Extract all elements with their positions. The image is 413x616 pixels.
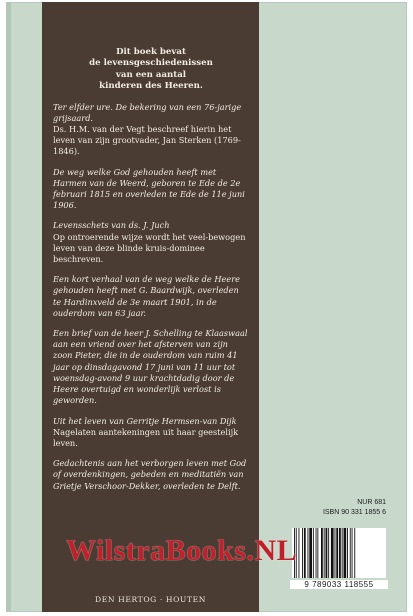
entry-title: De weg welke God gehouden heeft met Harmen van de Weerd, geboren te Ede de 2e februari 1815 en overleden te Ede de 11e juni 1906. [53, 166, 245, 211]
panel-heading: Dit boek bevat de levensgeschiedenissen van een aantal kinderen des Heeren. [89, 47, 213, 92]
entry-6 [53, 416, 249, 450]
entry-2 [53, 167, 249, 212]
entry-7 [53, 458, 249, 492]
isbn-number: ISBN 90 331 1855 6 [322, 509, 386, 516]
entry-title: Uit het leven van Gerritje Hermsen-van Dijk [53, 415, 237, 426]
entry-3 [53, 220, 249, 265]
entry-text: Ds. H.M. van der Vegt beschreef hierin het leven van zijn grootvader, Jan Sterken (1769-1846). [53, 124, 241, 157]
description-text-block [53, 47, 249, 501]
entry-4 [53, 274, 249, 319]
entry-5 [53, 328, 249, 406]
nur-code: NUR 681 [357, 499, 386, 506]
description-panel [42, 2, 259, 612]
entry-title: Levensschets van ds. J. Juch [53, 220, 170, 231]
entry-title: Ter elfder ure. De bekering van een 76-jarige grijsaard. [53, 101, 242, 123]
entry-text: Nagelaten aantekeningen uit haar geestelijk leven. [53, 426, 239, 448]
entry-text: Op ontroerende wijze wordt het veel-bewogen leven van deze blinde kruis-dominee beschreven. [53, 231, 246, 265]
entry-1 [53, 102, 249, 158]
entry-title: Gedachtenis aan het verborgen leven met God of overdenkingen, gebeden en meditatiën van Grietje Verschoor-Dekker, overleden te Delft. [53, 458, 247, 491]
watermark-logo: WilstraBooks.NL [66, 534, 298, 567]
publisher-name: DEN HERTOG · HOUTEN [95, 595, 206, 604]
entry-title: Een brief van de heer J. Schelling te Klaaswaal aan een vriend over het afsterven van zijn zoon Pieter, die in de ouderdom van ruim 41 jaar op dinsdagavond 17 juni van 11 uur tot woensdag-avond 9 uur krachtdadig door de Heere overtuigd en wonderlijk verlost is geworden. [53, 328, 248, 406]
spine-edge [6, 2, 11, 612]
barcode-digits: 9 789033 118555 [290, 580, 388, 589]
entry-title: Een kort verhaal van de weg welke de Heere gehouden heeft met G. Baardwijk, overleden te Hardinxveld de 3e maart 1901, in de ouderdom van 63 jaar. [53, 274, 240, 318]
